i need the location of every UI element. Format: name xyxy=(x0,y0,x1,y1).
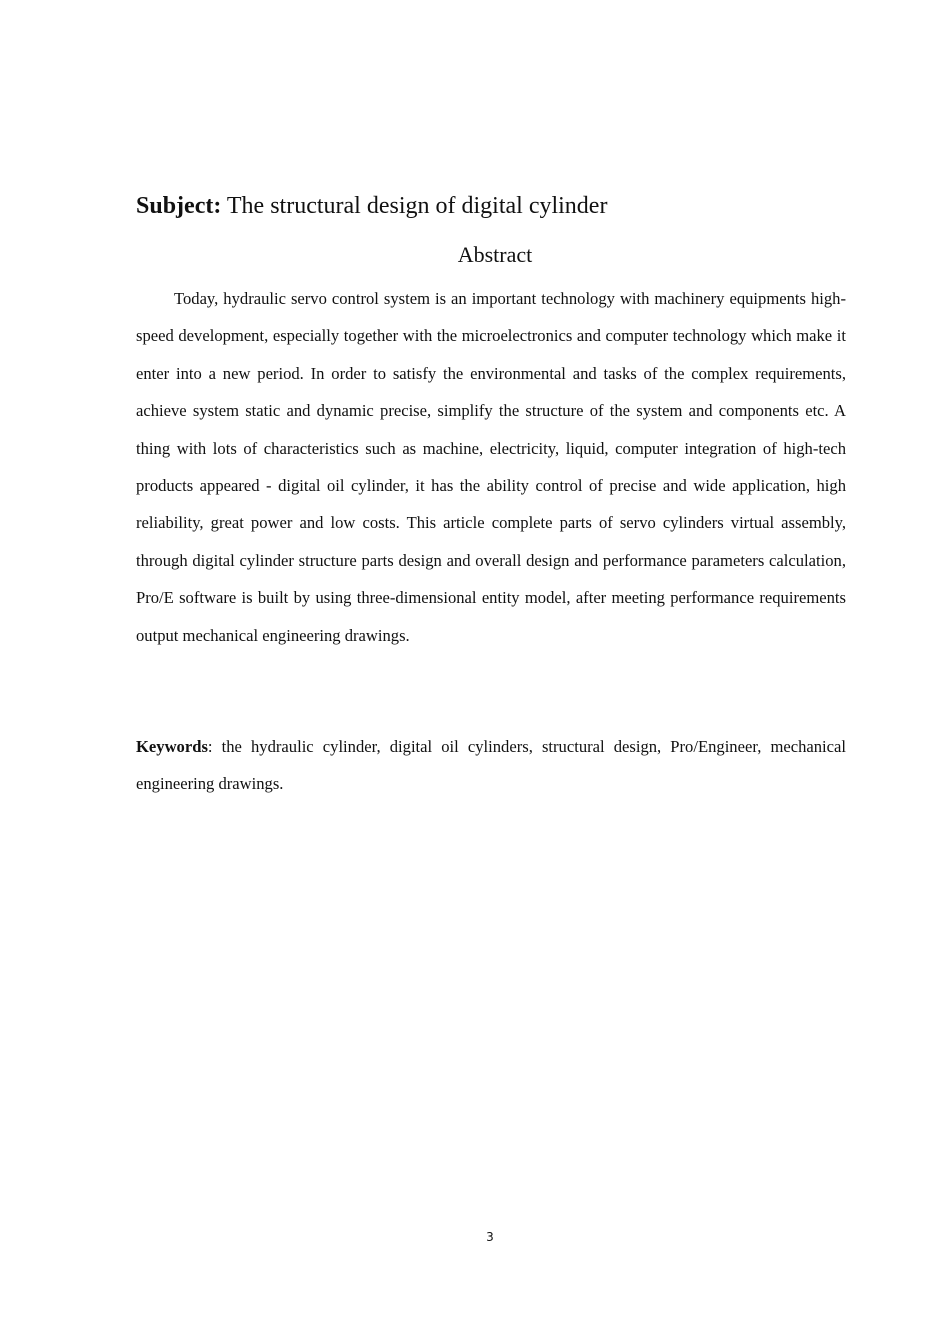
keywords-paragraph xyxy=(136,728,846,803)
abstract-heading: Abstract xyxy=(457,242,533,267)
abstract-body: Today, hydraulic servo control system is an important technology with machinery equipments high-speed development, especially together with the microelectronics and computer technology which make it enter into a new period. In order to satisfy the environmental and tasks of the complex requirements, achieve system static and dynamic precise, simplify the structure of the system and components etc. A thing with lots of characteristics such as machine, electricity, liquid, computer integration of high-tech products appeared - digital oil cylinder, it has the ability control of precise and wide application, high reliability, great power and low costs. This article complete parts of servo cylinders virtual assembly, through digital cylinder structure parts design and overall design and performance parameters calculation, Pro/E software is built by using three-dimensional entity model, after meeting performance requirements output mechanical engineering drawings. xyxy=(136,289,846,645)
keywords-label: Keywords xyxy=(136,737,208,756)
subject-title: The structural design of digital cylinder xyxy=(221,193,608,219)
subject-label: Subject: xyxy=(136,193,222,219)
page-number: 3 xyxy=(486,1230,494,1244)
subject-line xyxy=(136,190,846,222)
keywords-text: : the hydraulic cylinder, digital oil cylinders, structural design, Pro/Engineer, mechanical engineering drawings. xyxy=(136,737,846,794)
